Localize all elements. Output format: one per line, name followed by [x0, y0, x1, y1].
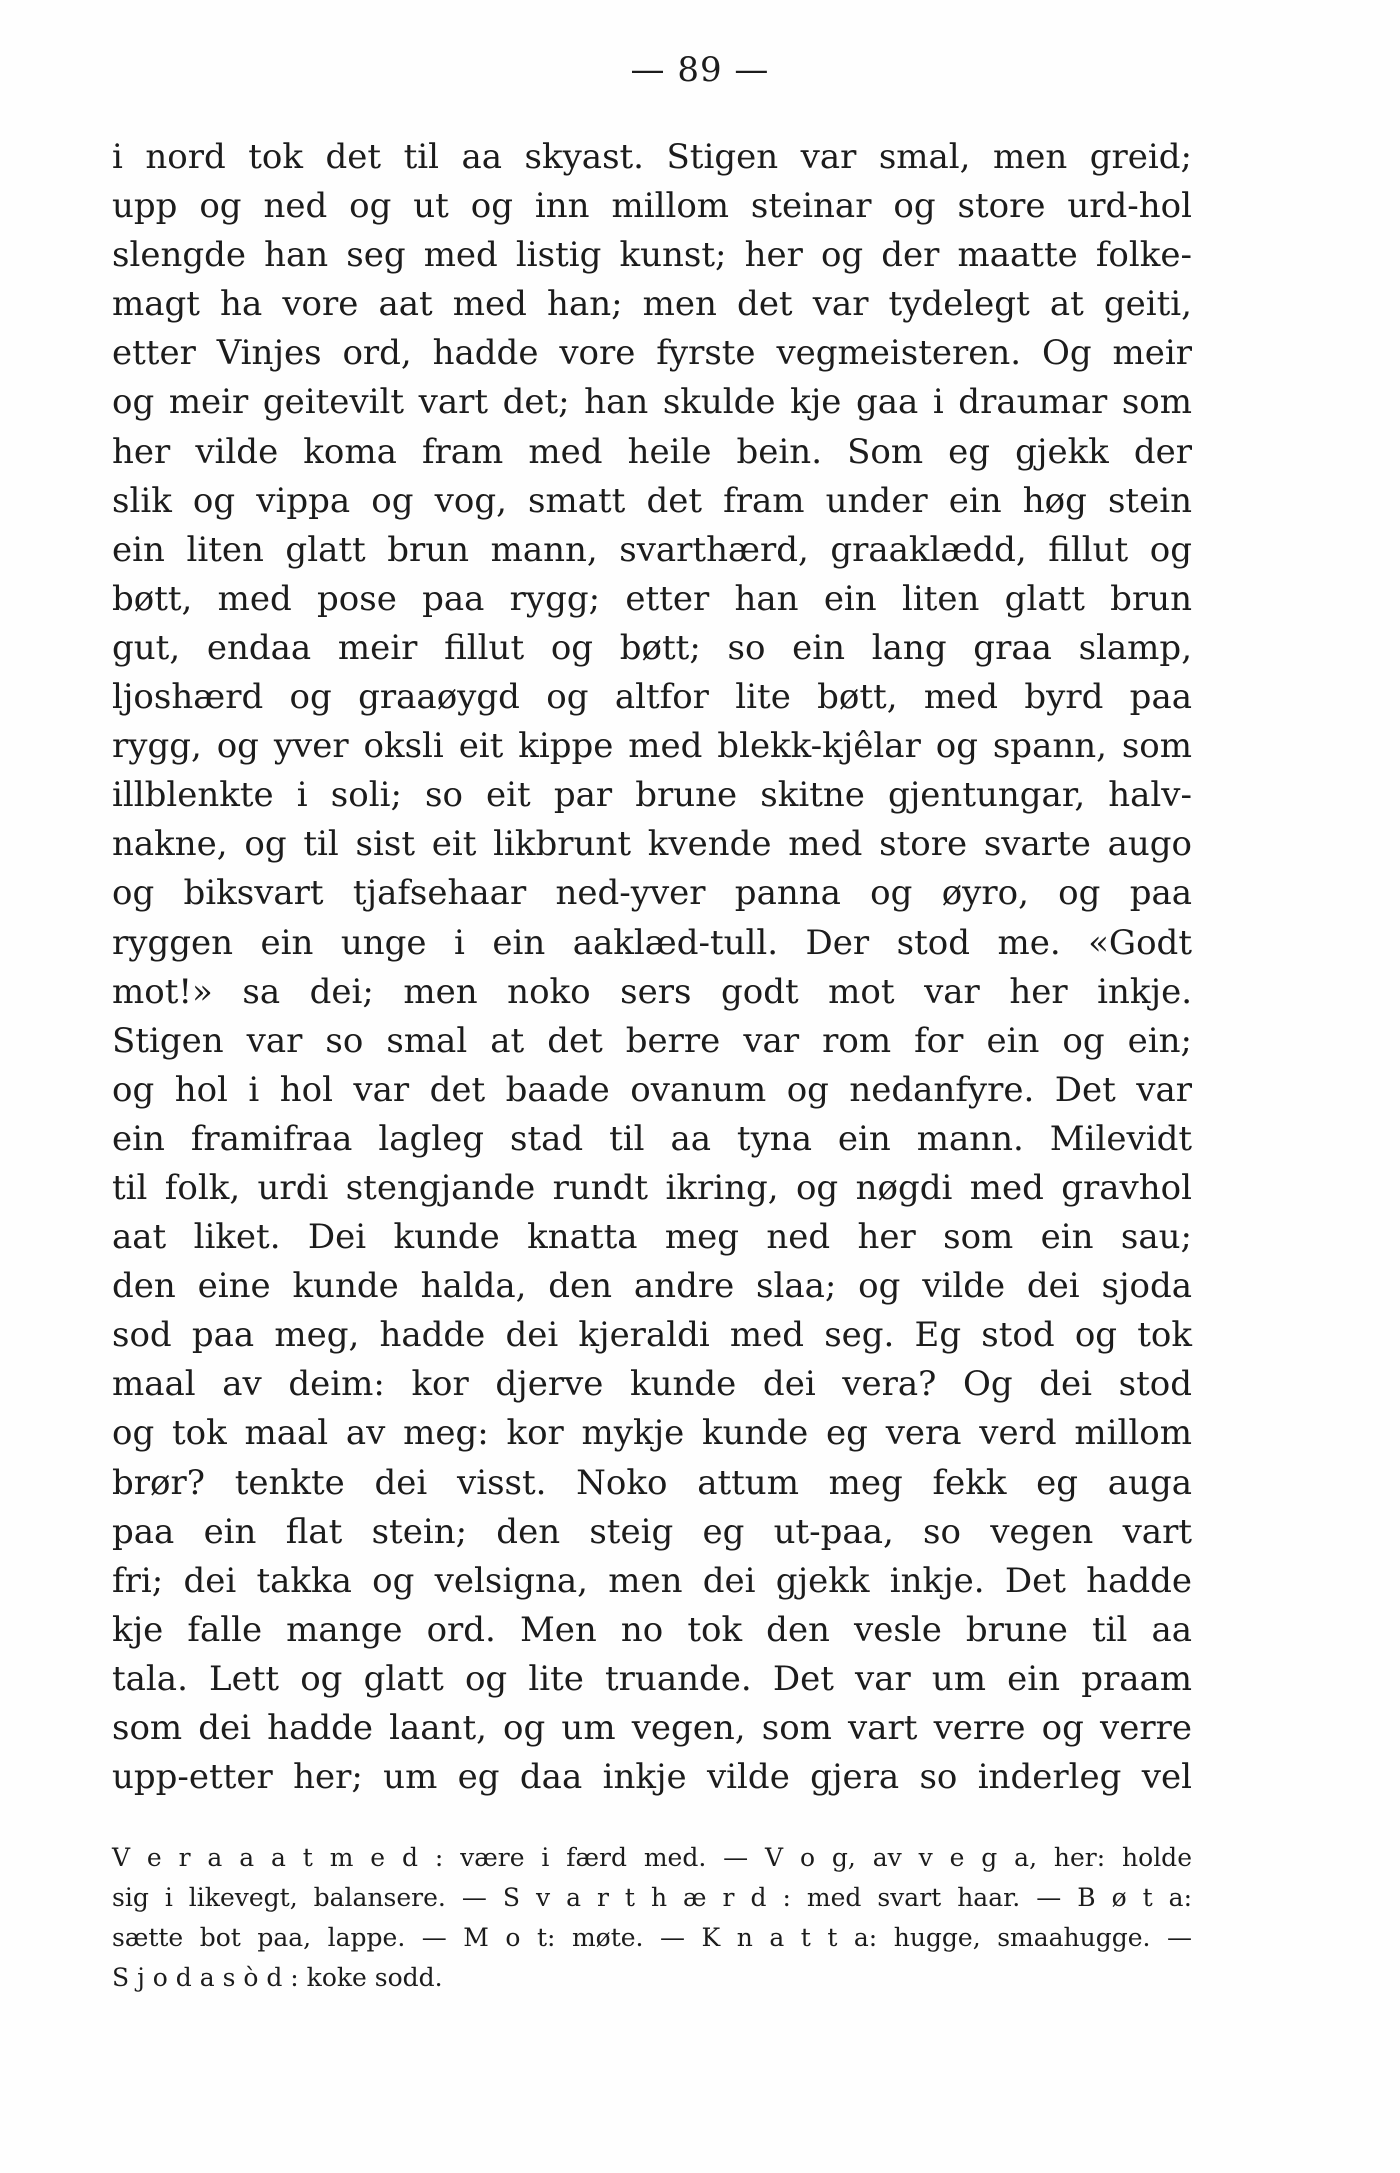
text-line: gut, endaa meir fillut og bøtt; so ein lang graa slamp,	[112, 627, 1192, 668]
footnote-line: V e r a a a t m e d : være i færd med. — V o g, av v e g a, her: holde	[112, 1843, 1192, 1872]
text-line: fri; dei takka og velsigna, men dei gjekk inkje. Det hadde	[112, 1560, 1192, 1601]
text-line: ein framifraa lagleg stad til aa tyna ein mann. Milevidt	[112, 1118, 1192, 1159]
text-line: maal av deim: kor djerve kunde dei vera? Og dei stod	[112, 1364, 1192, 1405]
text-line: og meir geitevilt vart det; han skulde kje gaa i draumar som	[112, 382, 1192, 423]
text-line: magt ha vore aat med han; men det var tydelegt at geiti,	[112, 284, 1192, 325]
text-line: ein liten glatt brun mann, svarthærd, graaklædd, fillut og	[112, 529, 1192, 570]
text-line: her vilde koma fram med heile bein. Som eg gjekk der	[112, 431, 1192, 472]
text-line: nakne, og til sist eit likbrunt kvende med store svarte augo	[112, 824, 1192, 865]
body-text	[112, 133, 1192, 1802]
text-line: tala. Lett og glatt og lite truande. Det var um ein praam	[112, 1658, 1192, 1699]
footnote-line: sig i likevegt, balansere. — S v a r t h æ r d : med svart haar. — B ø t a:	[112, 1883, 1192, 1912]
text-line: til folk, urdi stengjande rundt ikring, og nøgdi med gravhol	[112, 1167, 1192, 1208]
footnotes	[112, 1838, 1192, 1998]
text-line: Stigen var so smal at det berre var rom for ein og ein;	[112, 1020, 1192, 1061]
text-line: den eine kunde halda, den andre slaa; og vilde dei sjoda	[112, 1266, 1192, 1307]
text-line: mot!» sa dei; men noko sers godt mot var her inkje.	[112, 971, 1192, 1012]
text-line: illblenkte i soli; so eit par brune skitne gjentungar, halv-	[112, 775, 1192, 816]
text-line: aat liket. Dei kunde knatta meg ned her som ein sau;	[112, 1217, 1192, 1258]
text-line: og tok maal av meg: kor mykje kunde eg vera verd millom	[112, 1413, 1192, 1454]
text-line: upp-etter her; um eg daa inkje vilde gjera so inderleg vel	[112, 1757, 1192, 1798]
text-line: slengde han seg med listig kunst; her og der maatte folke-	[112, 235, 1192, 276]
text-line: sod paa meg, hadde dei kjeraldi med seg. Eg stod og tok	[112, 1315, 1192, 1356]
page-number: — 89 —	[630, 50, 770, 90]
text-line: slik og vippa og vog, smatt det fram under ein høg stein	[112, 480, 1192, 521]
text-line: paa ein flat stein; den steig eg ut-paa, so vegen vart	[112, 1511, 1192, 1552]
text-line: rygg, og yver oksli eit kippe med blekk-kjêlar og spann, som	[112, 726, 1192, 767]
text-line: som dei hadde laant, og um vegen, som vart verre og verre	[112, 1708, 1192, 1748]
text-line: kje falle mange ord. Men no tok den vesle brune til aa	[112, 1609, 1192, 1650]
text-line: og hol i hol var det baade ovanum og nedanfyre. Det var	[112, 1069, 1192, 1110]
text-line: ryggen ein unge i ein aaklæd-tull. Der stod me. «Godt	[112, 922, 1192, 963]
text-line: brør? tenkte dei visst. Noko attum meg fekk eg auga	[112, 1462, 1192, 1503]
text-line: upp og ned og ut og inn millom steinar og store urd-hol	[112, 186, 1192, 227]
text-line: i nord tok det til aa skyast. Stigen var smal, men greid;	[112, 137, 1192, 177]
text-line: ljoshærd og graaøygd og altfor lite bøtt, med byrd paa	[112, 677, 1192, 718]
text-line: bøtt, med pose paa rygg; etter han ein liten glatt brun	[112, 578, 1192, 619]
footnote-line: S j o d a s ò d : koke sodd.	[112, 1963, 443, 1992]
text-line: etter Vinjes ord, hadde vore fyrste vegmeisteren. Og meir	[112, 333, 1192, 374]
text-line: og biksvart tjafsehaar ned-yver panna og øyro, og paa	[112, 873, 1192, 914]
footnote-line: sætte bot paa, lappe. — M o t: møte. — K n a t t a: hugge, smaahugge. —	[112, 1923, 1192, 1952]
